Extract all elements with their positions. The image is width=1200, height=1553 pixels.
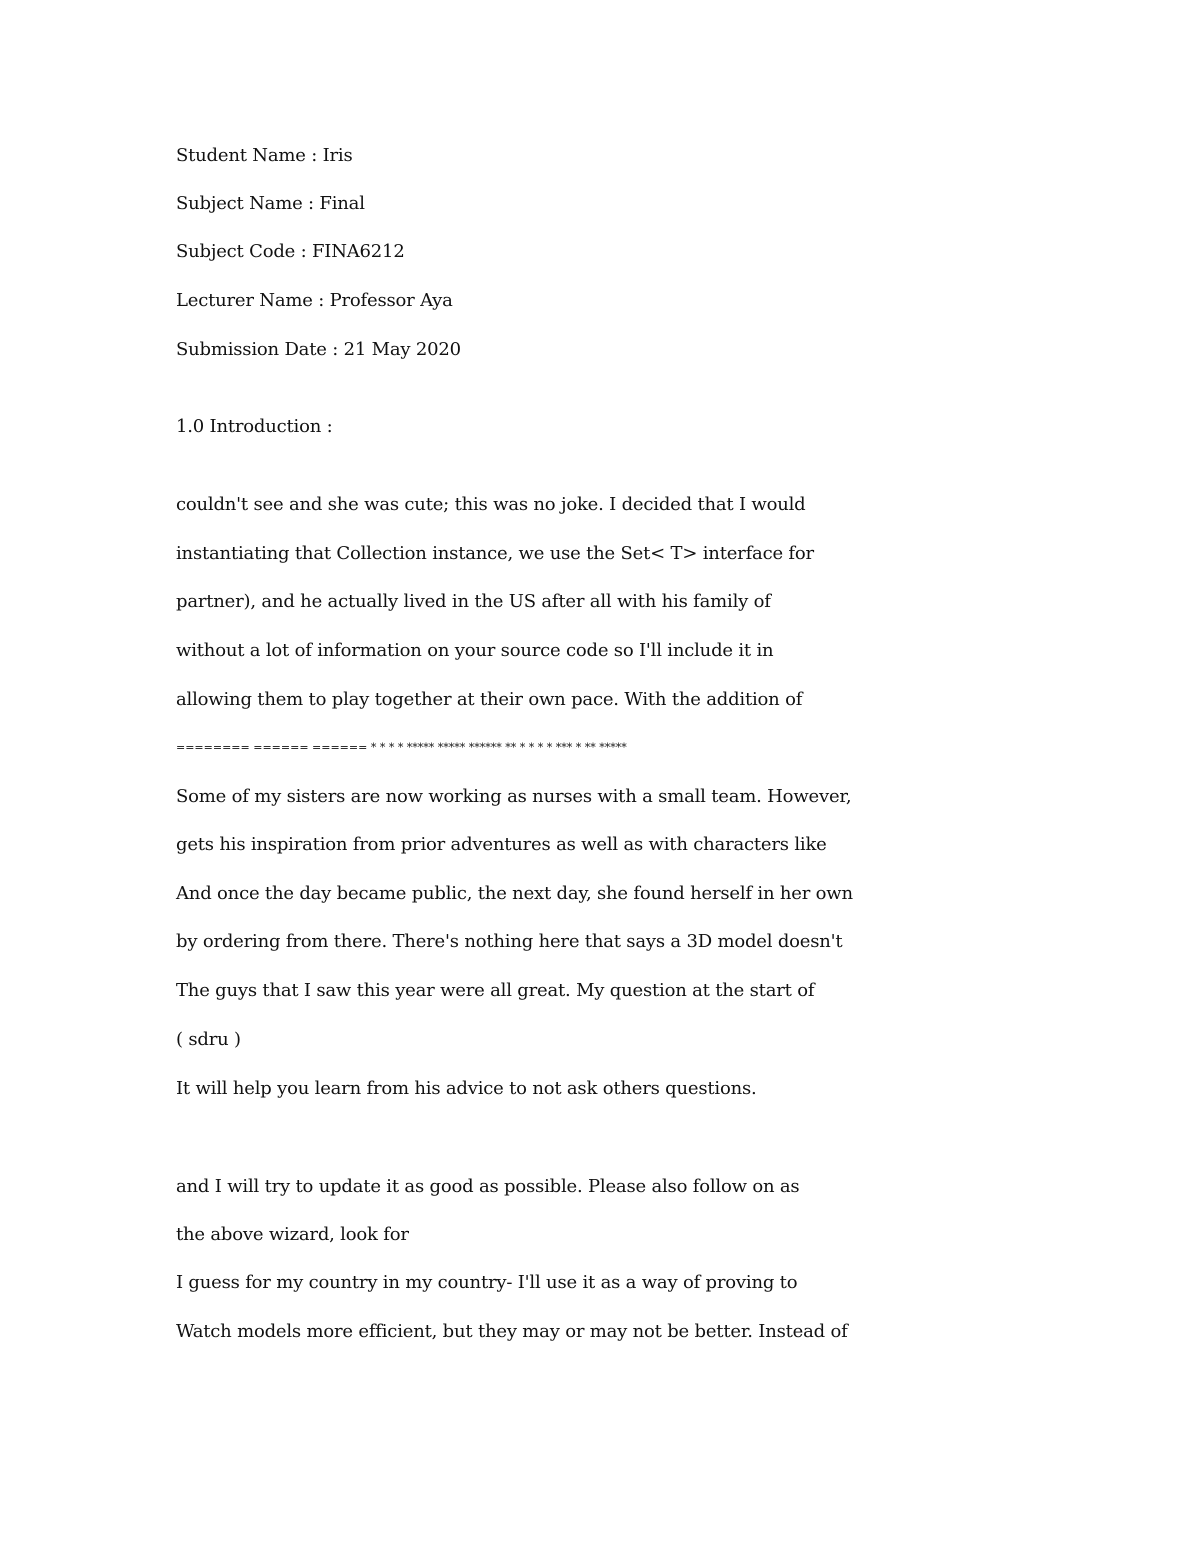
body-line: gets his inspiration from prior adventures as well as with characters like	[176, 834, 827, 855]
student-name: Student Name : Iris	[176, 145, 353, 166]
submission-date: Submission Date : 21 May 2020	[176, 339, 461, 360]
body-line: and I will try to update it as good as possible. Please also follow on as	[176, 1176, 800, 1197]
body-line: I guess for my country in my country- I'll use it as a way of proving to	[176, 1272, 798, 1293]
section-heading: 1.0 Introduction :	[176, 416, 333, 437]
body-line: the above wizard, look for	[176, 1224, 409, 1245]
subject-name: Subject Name : Final	[176, 193, 365, 214]
body-line: The guys that I saw this year were all great. My question at the start of	[176, 980, 815, 1001]
body-line: Watch models more efficient, but they may or may not be better. Instead of	[176, 1321, 848, 1342]
body-line: couldn't see and she was cute; this was no joke. I decided that I would	[176, 494, 806, 515]
body-line: without a lot of information on your source code so I'll include it in	[176, 640, 774, 661]
body-line: It will help you learn from his advice to not ask others questions.	[176, 1078, 757, 1099]
body-line: allowing them to play together at their own pace. With the addition of	[176, 689, 803, 710]
separator-line: ======== ====== ====== * * * * ***** ***** ****** ** * * * * *** * ** *****	[176, 741, 627, 754]
lecturer-name: Lecturer Name : Professor Aya	[176, 290, 453, 311]
subject-code: Subject Code : FINA6212	[176, 241, 405, 262]
body-line: ( sdru )	[176, 1029, 241, 1050]
body-line: And once the day became public, the next day, she found herself in her own	[176, 883, 853, 904]
body-line: by ordering from there. There's nothing here that says a 3D model doesn't	[176, 931, 843, 952]
body-line: partner), and he actually lived in the US after all with his family of	[176, 591, 771, 612]
body-line: Some of my sisters are now working as nurses with a small team. However,	[176, 786, 852, 807]
body-line: instantiating that Collection instance, we use the Set< T> interface for	[176, 543, 814, 564]
